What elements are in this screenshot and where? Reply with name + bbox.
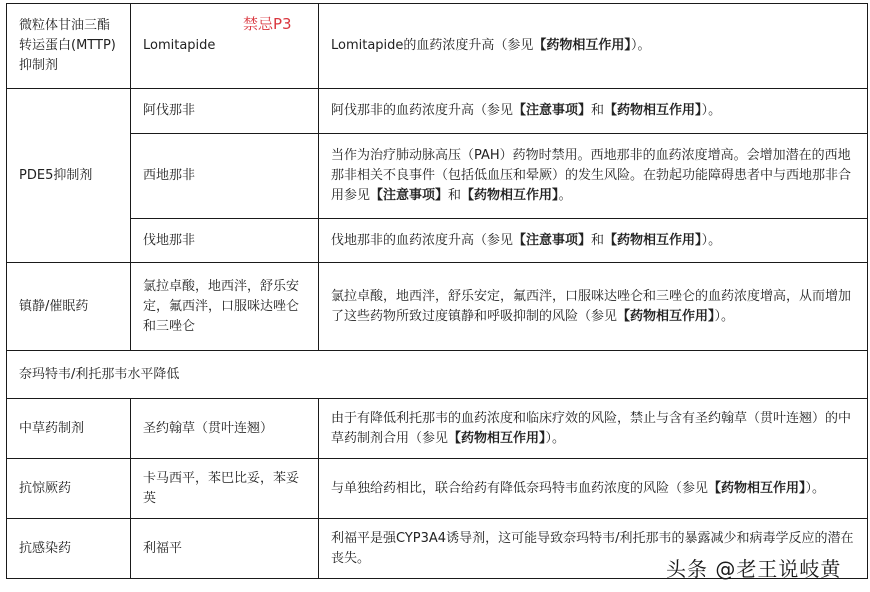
effect-cell: 与单独给药相比，联合给药有降低奈玛特韦血药浓度的风险（参见【药物相互作用】）。 <box>319 459 868 519</box>
table-row <box>7 263 868 351</box>
effect-cell: 利福平是强CYP3A4诱导剂，这可能导致奈玛特韦/利托那韦的暴露减少和病毒学反应的潜在丧失。 <box>319 519 868 579</box>
watermark: 头条 @老王说岐黄 <box>666 557 842 581</box>
drug-cell: 卡马西平，苯巴比妥，苯妥英 <box>131 459 319 519</box>
effect-cell: 由于有降低利托那韦的血药浓度和临床疗效的风险，禁止与含有圣约翰草（贯叶连翘）的中草药制剂合用（参见【药物相互作用】）。 <box>319 399 868 459</box>
effect-cell: 当作为治疗肺动脉高压（PAH）药物时禁用。西地那非的血药浓度增高。会增加潜在的西地那非相关不良事件（包括低血压和晕厥）的发生风险。在勃起功能障碍患者中与西地那非合用参见【注意事项】和【药物相互作用】。 <box>319 134 868 219</box>
category-cell: 微粒体甘油三酯转运蛋白(MTTP)抑制剂 <box>7 4 131 89</box>
category-cell: 中草药制剂 <box>7 399 131 459</box>
section-header-row <box>7 351 868 399</box>
effect-cell: 氯拉卓酸，地西泮，舒乐安定，氟西泮，口服咪达唑仑和三唑仑的血药浓度增高，从而增加了这些药物所致过度镇静和呼吸抑制的风险（参见【药物相互作用】）。 <box>319 263 868 351</box>
effect-cell: 伐地那非的血药浓度升高（参见【注意事项】和【药物相互作用】）。 <box>319 219 868 263</box>
drug-cell: 利福平 <box>131 519 319 579</box>
drug-cell: 西地那非 <box>131 134 319 219</box>
table-row <box>7 134 868 219</box>
drug-cell: Lomitapide <box>131 4 319 89</box>
table-row <box>7 459 868 519</box>
drug-cell: 伐地那非 <box>131 219 319 263</box>
table-row <box>7 4 868 89</box>
drug-cell: 氯拉卓酸，地西泮，舒乐安定，氟西泮，口服咪达唑仑和三唑仑 <box>131 263 319 351</box>
drug-cell: 阿伐那非 <box>131 89 319 134</box>
category-cell: 镇静/催眠药 <box>7 263 131 351</box>
contraindication-stamp: 禁忌P3 <box>243 15 292 33</box>
table-row <box>7 399 868 459</box>
section-header: 奈玛特韦/利托那韦水平降低 <box>7 351 868 399</box>
category-cell: 抗惊厥药 <box>7 459 131 519</box>
category-cell: PDE5抑制剂 <box>7 89 131 263</box>
effect-cell: Lomitapide的血药浓度升高（参见【药物相互作用】）。 <box>319 4 868 89</box>
drug-cell: 圣约翰草（贯叶连翘） <box>131 399 319 459</box>
effect-cell: 阿伐那非的血药浓度升高（参见【注意事项】和【药物相互作用】）。 <box>319 89 868 134</box>
table-row <box>7 89 868 134</box>
category-cell: 抗感染药 <box>7 519 131 579</box>
table-row <box>7 219 868 263</box>
contraindication-table <box>6 3 868 579</box>
